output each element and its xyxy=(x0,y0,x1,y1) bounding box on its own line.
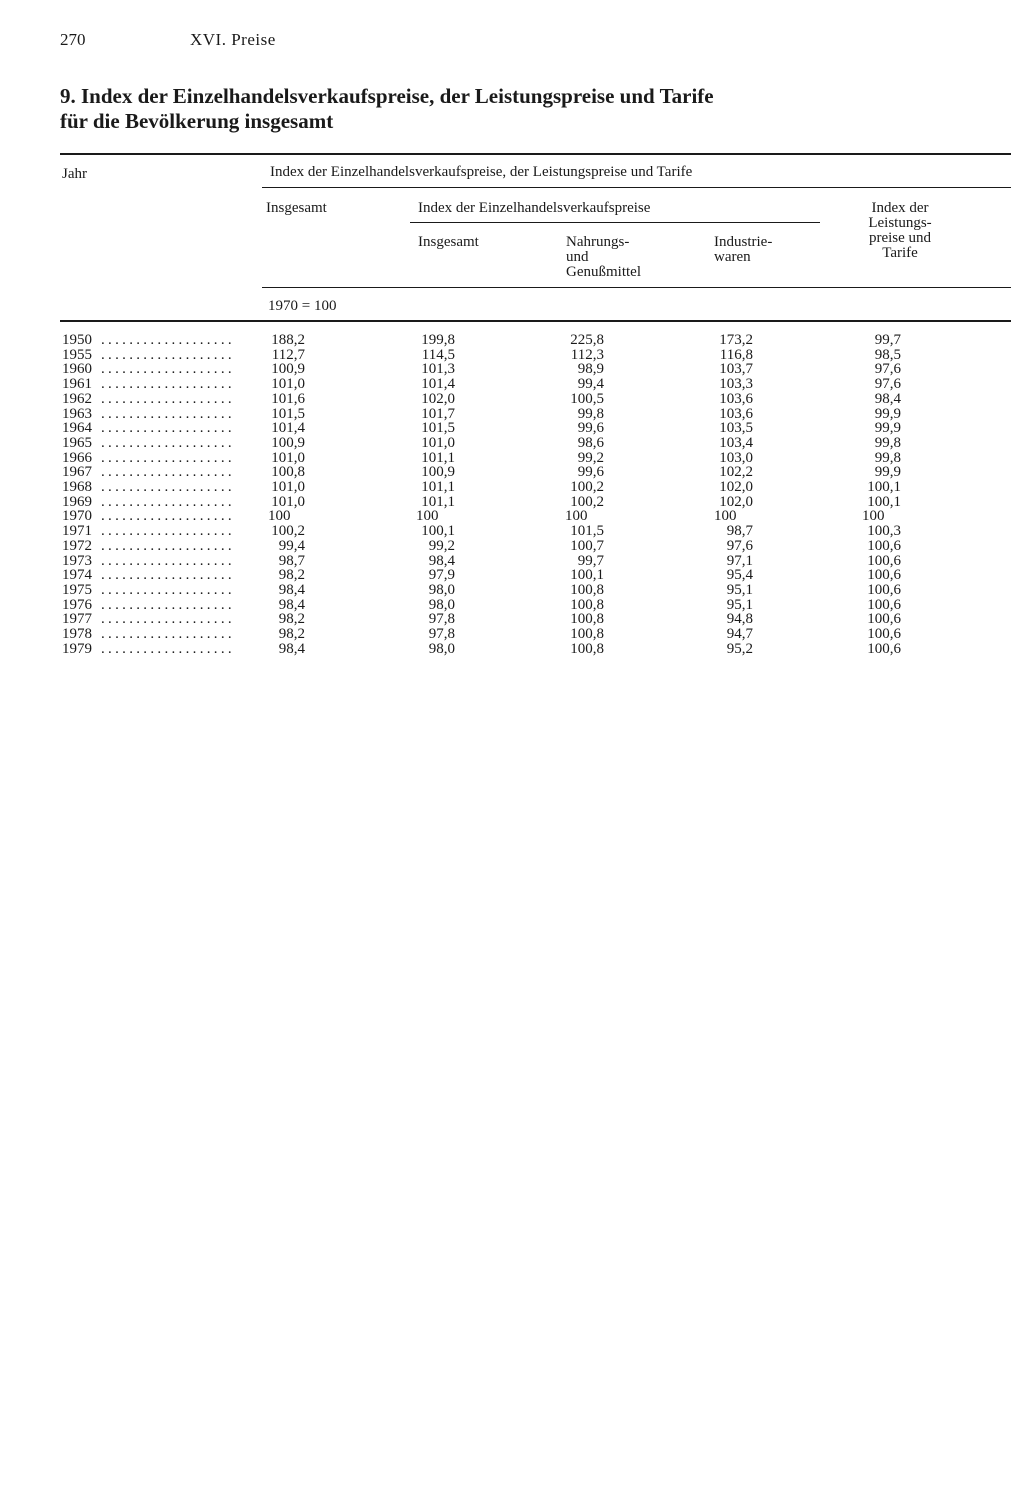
leader-dots: ................... xyxy=(101,538,235,554)
cell-retail-total: 101,5 xyxy=(421,420,455,437)
header-services xyxy=(850,201,950,261)
header-services-line-1: Index der xyxy=(871,200,929,216)
cell-food: 99,2 xyxy=(577,449,604,466)
cell-retail-total: 100,1 xyxy=(421,523,455,540)
cell-industrial: 100 xyxy=(714,508,737,525)
header-industrial-line-1: Industrie- xyxy=(714,234,773,250)
table-row xyxy=(0,642,1024,657)
cell-industrial: 95,1 xyxy=(726,596,753,613)
leader-dots: ................... xyxy=(101,509,235,525)
page-number: 270 xyxy=(60,30,86,49)
leader-dots: ................... xyxy=(101,333,235,348)
cell-food: 100,5 xyxy=(570,390,604,407)
cell-retail-total: 101,0 xyxy=(421,434,455,451)
cell-services: 99,8 xyxy=(874,434,901,451)
table-row xyxy=(0,612,1024,627)
cell-total: 101,0 xyxy=(271,376,305,393)
cell-year: 1977 xyxy=(62,611,92,628)
cell-retail-total: 101,4 xyxy=(421,376,455,393)
cell-total: 98,4 xyxy=(278,640,305,657)
cell-industrial: 116,8 xyxy=(719,346,753,363)
cell-total: 98,2 xyxy=(278,611,305,628)
cell-industrial: 98,7 xyxy=(726,523,753,540)
cell-food: 100,8 xyxy=(570,640,604,657)
cell-industrial: 173,2 xyxy=(719,332,753,348)
cell-services: 100,6 xyxy=(867,552,901,569)
leader-dots: ................... xyxy=(101,524,235,539)
cell-services: 99,9 xyxy=(874,405,901,422)
cell-retail-total: 101,3 xyxy=(421,361,455,378)
cell-food: 100,2 xyxy=(570,493,604,510)
cell-industrial: 95,4 xyxy=(726,567,753,584)
cell-year: 1974 xyxy=(62,567,92,584)
leader-dots: ................... xyxy=(101,362,235,378)
header-food-line-2: und xyxy=(566,249,589,265)
cell-year: 1966 xyxy=(62,449,92,466)
cell-year: 1976 xyxy=(62,596,92,613)
cell-services: 100,6 xyxy=(867,581,901,598)
cell-services: 100,6 xyxy=(867,640,901,657)
leader-dots: ................... xyxy=(101,641,235,657)
cell-services: 98,5 xyxy=(874,346,901,363)
cell-food: 100,2 xyxy=(570,479,604,495)
cell-food: 100 xyxy=(565,508,588,525)
cell-food: 99,7 xyxy=(577,552,604,569)
cell-services: 100,6 xyxy=(867,611,901,628)
cell-industrial: 103,4 xyxy=(719,434,753,451)
cell-retail-total: 97,8 xyxy=(428,626,455,642)
cell-year: 1970 xyxy=(62,508,92,525)
cell-retail-total: 114,5 xyxy=(421,346,455,363)
cell-services: 97,6 xyxy=(874,361,901,378)
leader-dots: ................... xyxy=(101,435,235,451)
cell-year: 1960 xyxy=(62,361,92,378)
header-total: Insgesamt xyxy=(266,200,327,216)
cell-food: 100,7 xyxy=(570,537,604,554)
table-row xyxy=(0,495,1024,510)
header-food xyxy=(566,235,641,280)
cell-year: 1963 xyxy=(62,405,92,422)
header-base: 1970 = 100 xyxy=(268,298,337,314)
cell-industrial: 103,0 xyxy=(719,449,753,466)
cell-services: 100,6 xyxy=(867,626,901,642)
table-row xyxy=(0,392,1024,407)
cell-services: 100 xyxy=(862,508,885,525)
cell-food: 100,8 xyxy=(570,581,604,598)
cell-retail-total: 97,8 xyxy=(428,611,455,628)
table-title-line-1: 9. Index der Einzelhandelsverkaufspreise, der Leistungspreise und Tarife xyxy=(60,84,714,108)
cell-total: 101,0 xyxy=(271,449,305,466)
cell-services: 99,8 xyxy=(874,449,901,466)
cell-industrial: 94,8 xyxy=(726,611,753,628)
header-rule-main xyxy=(262,187,1011,188)
cell-food: 112,3 xyxy=(570,346,604,363)
cell-food: 225,8 xyxy=(570,332,604,348)
cell-year: 1975 xyxy=(62,581,92,598)
leader-dots: ................... xyxy=(101,347,235,363)
cell-total: 100,9 xyxy=(271,434,305,451)
table-row xyxy=(0,362,1024,377)
cell-retail-total: 102,0 xyxy=(421,390,455,407)
cell-retail-total: 101,1 xyxy=(421,449,455,466)
header-main: Index der Einzelhandelsverkaufspreise, der Leistungspreise und Tarife xyxy=(270,164,693,180)
leader-dots: ................... xyxy=(101,582,235,598)
cell-services: 100,6 xyxy=(867,596,901,613)
cell-year: 1968 xyxy=(62,479,92,495)
cell-total: 100,8 xyxy=(271,464,305,481)
cell-retail-total: 98,0 xyxy=(428,640,455,657)
leader-dots: ................... xyxy=(101,406,235,422)
header-services-line-4: Tarife xyxy=(882,245,918,261)
cell-services: 97,6 xyxy=(874,376,901,393)
leader-dots: ................... xyxy=(101,450,235,466)
cell-retail-total: 98,4 xyxy=(428,552,455,569)
cell-food: 100,8 xyxy=(570,596,604,613)
cell-services: 100,1 xyxy=(867,493,901,510)
header-rule-retail xyxy=(410,222,820,223)
cell-services: 100,1 xyxy=(867,479,901,495)
table-row xyxy=(0,509,1024,524)
cell-year: 1955 xyxy=(62,346,92,363)
leader-dots: ................... xyxy=(101,627,235,642)
leader-dots: ................... xyxy=(101,465,235,480)
leader-dots: ................... xyxy=(101,597,235,613)
table-row xyxy=(0,598,1024,613)
cell-industrial: 95,1 xyxy=(726,581,753,598)
table-row xyxy=(0,421,1024,436)
cell-services: 98,4 xyxy=(874,390,901,407)
cell-industrial: 103,5 xyxy=(719,420,753,437)
cell-retail-total: 100,9 xyxy=(421,464,455,481)
cell-total: 99,4 xyxy=(278,537,305,554)
header-rule-base xyxy=(262,287,1011,288)
cell-services: 99,9 xyxy=(874,420,901,437)
leader-dots: ................... xyxy=(101,480,235,495)
cell-year: 1969 xyxy=(62,493,92,510)
header-retail-group: Index der Einzelhandelsverkaufspreise xyxy=(418,200,651,216)
cell-food: 99,6 xyxy=(577,420,604,437)
cell-services: 100,6 xyxy=(867,537,901,554)
header-industrial xyxy=(714,235,772,265)
cell-retail-total: 98,0 xyxy=(428,581,455,598)
cell-total: 98,7 xyxy=(278,552,305,569)
cell-total: 101,0 xyxy=(271,493,305,510)
cell-industrial: 97,6 xyxy=(726,537,753,554)
header-food-line-3: Genußmittel xyxy=(566,264,641,280)
cell-industrial: 102,2 xyxy=(719,464,753,481)
table-row xyxy=(0,436,1024,451)
cell-total: 101,6 xyxy=(271,390,305,407)
table-row xyxy=(0,465,1024,480)
table-row xyxy=(0,333,1024,348)
leader-dots: ................... xyxy=(101,421,235,436)
cell-total: 98,4 xyxy=(278,581,305,598)
table-row xyxy=(0,583,1024,598)
table-row xyxy=(0,554,1024,569)
table-row xyxy=(0,451,1024,466)
cell-total: 101,4 xyxy=(271,420,305,437)
table-row xyxy=(0,348,1024,363)
leader-dots: ................... xyxy=(101,612,235,627)
cell-industrial: 103,6 xyxy=(719,405,753,422)
cell-retail-total: 97,9 xyxy=(428,567,455,584)
leader-dots: ................... xyxy=(101,568,235,583)
cell-year: 1979 xyxy=(62,640,92,657)
cell-retail-total: 100 xyxy=(416,508,439,525)
cell-year: 1950 xyxy=(62,332,92,348)
cell-retail-total: 101,1 xyxy=(421,493,455,510)
leader-dots: ................... xyxy=(101,377,235,392)
table-row xyxy=(0,524,1024,539)
cell-food: 99,6 xyxy=(577,464,604,481)
cell-total: 188,2 xyxy=(271,332,305,348)
header-industrial-line-2: waren xyxy=(714,249,751,265)
cell-industrial: 103,3 xyxy=(719,376,753,393)
cell-services: 100,3 xyxy=(867,523,901,540)
leader-dots: ................... xyxy=(101,553,235,569)
cell-year: 1978 xyxy=(62,626,92,642)
header-services-line-3: preise und xyxy=(868,230,932,246)
table-row xyxy=(0,568,1024,583)
cell-total: 101,5 xyxy=(271,405,305,422)
cell-food: 99,4 xyxy=(577,376,604,393)
cell-year: 1961 xyxy=(62,376,92,393)
table-row xyxy=(0,480,1024,495)
table-row xyxy=(0,407,1024,422)
header-services-line-2: Leistungs- xyxy=(868,215,932,231)
leader-dots: ................... xyxy=(101,494,235,510)
header-food-line-1: Nahrungs- xyxy=(566,234,630,250)
cell-year: 1967 xyxy=(62,464,92,481)
cell-year: 1973 xyxy=(62,552,92,569)
cell-services: 100,6 xyxy=(867,567,901,584)
cell-industrial: 97,1 xyxy=(726,552,753,569)
table-title xyxy=(60,84,960,134)
cell-year: 1972 xyxy=(62,537,92,554)
cell-year: 1964 xyxy=(62,420,92,437)
cell-total: 98,2 xyxy=(278,567,305,584)
table-row xyxy=(0,377,1024,392)
cell-services: 99,9 xyxy=(874,464,901,481)
cell-food: 98,9 xyxy=(577,361,604,378)
cell-total: 100 xyxy=(268,508,291,525)
cell-food: 101,5 xyxy=(570,523,604,540)
table-title-line-2: für die Bevölkerung insgesamt xyxy=(60,109,334,133)
cell-retail-total: 199,8 xyxy=(421,332,455,348)
table-row xyxy=(0,627,1024,642)
header-year: Jahr xyxy=(62,166,87,182)
cell-year: 1965 xyxy=(62,434,92,451)
cell-industrial: 94,7 xyxy=(726,626,753,642)
header-bottom-rule xyxy=(60,320,1011,322)
cell-total: 98,2 xyxy=(278,626,305,642)
cell-industrial: 103,7 xyxy=(719,361,753,378)
cell-food: 100,1 xyxy=(570,567,604,584)
cell-year: 1962 xyxy=(62,390,92,407)
cell-retail-total: 99,2 xyxy=(428,537,455,554)
cell-total: 100,9 xyxy=(271,361,305,378)
cell-food: 100,8 xyxy=(570,626,604,642)
cell-retail-total: 98,0 xyxy=(428,596,455,613)
cell-year: 1971 xyxy=(62,523,92,540)
cell-total: 98,4 xyxy=(278,596,305,613)
cell-industrial: 102,0 xyxy=(719,493,753,510)
table-row xyxy=(0,539,1024,554)
cell-industrial: 103,6 xyxy=(719,390,753,407)
cell-industrial: 102,0 xyxy=(719,479,753,495)
cell-industrial: 95,2 xyxy=(726,640,753,657)
cell-total: 100,2 xyxy=(271,523,305,540)
cell-retail-total: 101,7 xyxy=(421,405,455,422)
cell-total: 101,0 xyxy=(271,479,305,495)
cell-retail-total: 101,1 xyxy=(421,479,455,495)
header-retail-total: Insgesamt xyxy=(418,234,479,250)
cell-total: 112,7 xyxy=(271,346,305,363)
cell-food: 99,8 xyxy=(577,405,604,422)
section-title: XVI. Preise xyxy=(190,30,276,49)
cell-food: 98,6 xyxy=(577,434,604,451)
cell-services: 99,7 xyxy=(874,332,901,348)
leader-dots: ................... xyxy=(101,391,235,407)
cell-food: 100,8 xyxy=(570,611,604,628)
top-rule xyxy=(60,153,1011,155)
